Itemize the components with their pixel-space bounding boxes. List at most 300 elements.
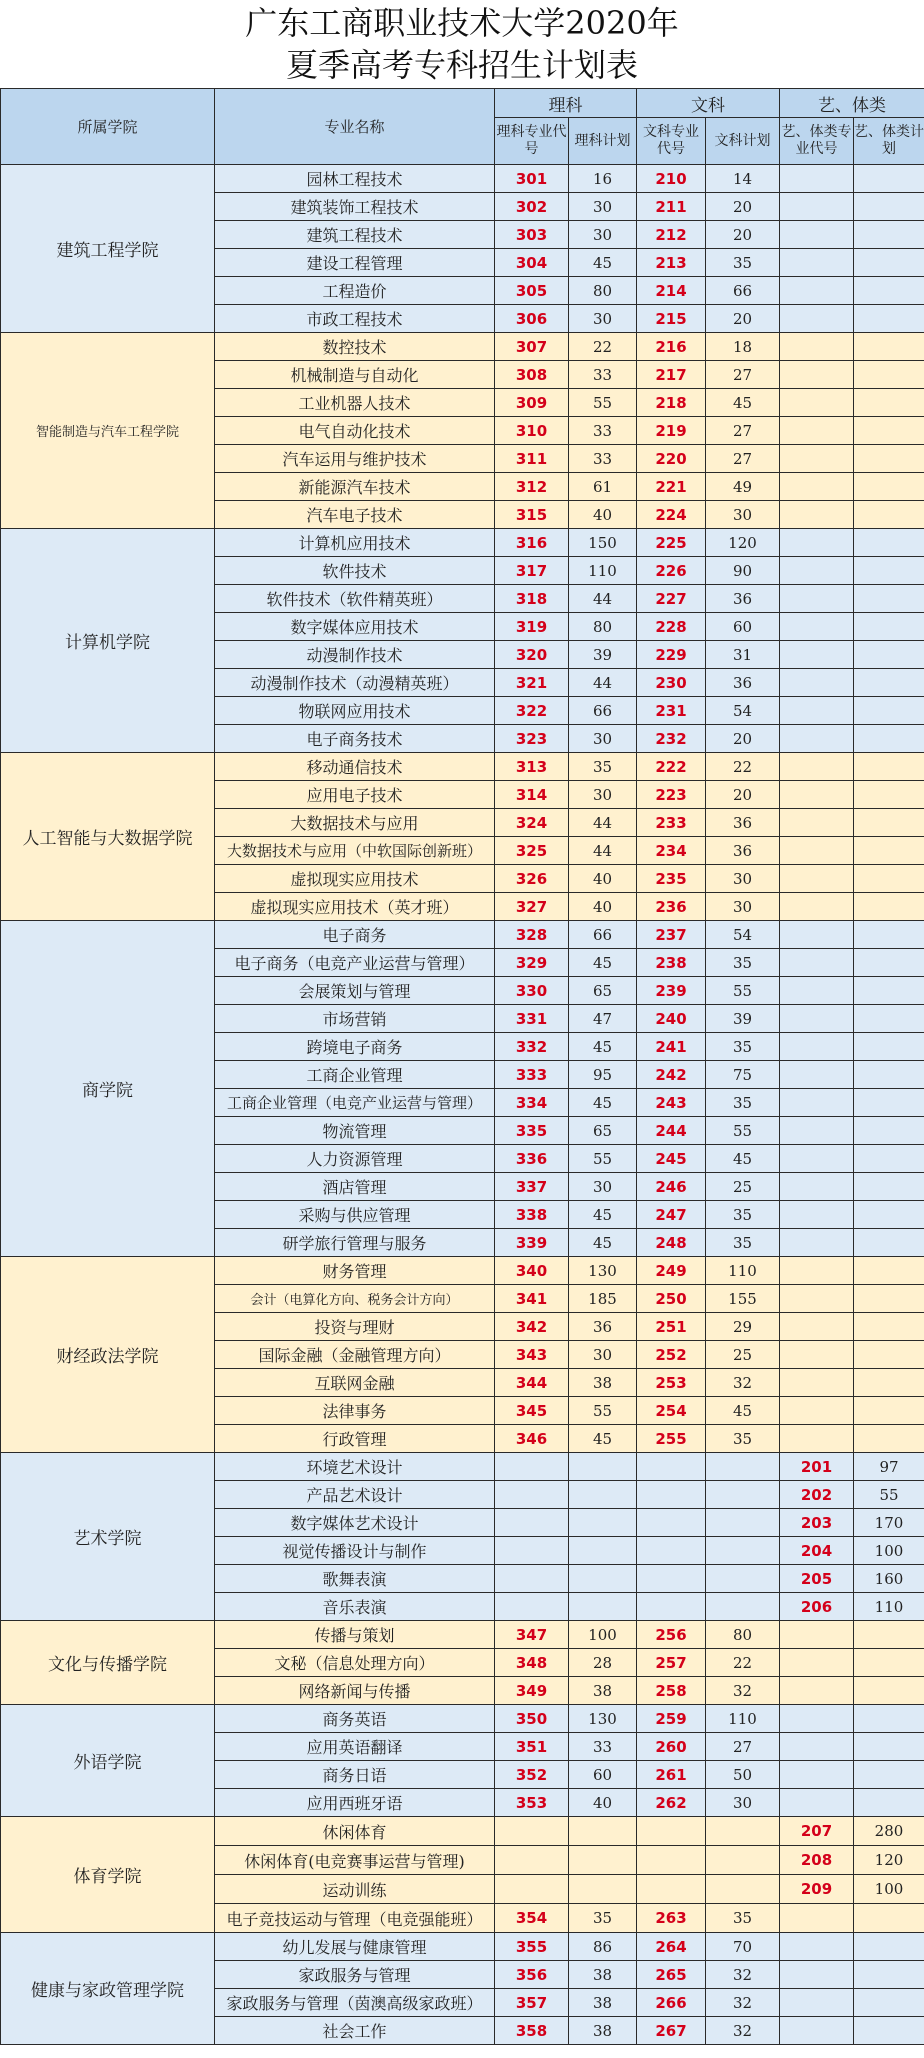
science-code-cell: 332	[495, 1033, 569, 1061]
art-code-cell: 206	[780, 1593, 854, 1621]
science-plan-cell: 40	[569, 865, 637, 893]
major-cell: 数字媒体艺术设计	[215, 1509, 495, 1537]
art-plan-cell	[854, 1313, 924, 1341]
arts-plan-cell: 35	[706, 1201, 780, 1229]
science-code-cell: 312	[495, 473, 569, 501]
art-plan-cell: 110	[854, 1593, 924, 1621]
arts-code-cell: 226	[637, 557, 706, 585]
science-plan-cell: 33	[569, 445, 637, 473]
art-plan-cell	[854, 389, 924, 417]
science-plan-cell: 44	[569, 809, 637, 837]
major-cell: 市政工程技术	[215, 305, 495, 333]
art-code-cell	[780, 1677, 854, 1705]
art-plan-cell	[854, 585, 924, 613]
science-plan-cell	[569, 1481, 637, 1509]
college-cell: 财经政法学院	[1, 1257, 215, 1453]
science-plan-cell: 66	[569, 697, 637, 725]
arts-plan-cell: 32	[706, 1369, 780, 1397]
art-code-cell	[780, 1789, 854, 1817]
science-code-cell: 310	[495, 417, 569, 445]
arts-plan-cell: 27	[706, 417, 780, 445]
science-code-cell	[495, 1537, 569, 1565]
art-plan-cell	[854, 1789, 924, 1817]
major-cell: 采购与供应管理	[215, 1201, 495, 1229]
art-code-cell	[780, 781, 854, 809]
arts-plan-cell: 45	[706, 1397, 780, 1425]
science-plan-cell: 44	[569, 585, 637, 613]
science-plan-cell	[569, 1537, 637, 1565]
arts-plan-cell: 31	[706, 641, 780, 669]
arts-code-cell: 217	[637, 361, 706, 389]
science-code-cell: 321	[495, 669, 569, 697]
major-cell: 汽车电子技术	[215, 501, 495, 529]
table-row	[1, 1817, 924, 1846]
art-plan-cell	[854, 333, 924, 361]
arts-code-cell: 240	[637, 1005, 706, 1033]
art-code-cell	[780, 389, 854, 417]
major-cell: 电气自动化技术	[215, 417, 495, 445]
science-code-cell: 327	[495, 893, 569, 921]
science-plan-cell: 95	[569, 1061, 637, 1089]
science-plan-cell: 65	[569, 1117, 637, 1145]
science-code-cell	[495, 1593, 569, 1621]
science-plan-cell: 45	[569, 1033, 637, 1061]
major-cell: 工商企业管理（电竞产业运营与管理）	[215, 1089, 495, 1117]
science-code-cell: 301	[495, 165, 569, 193]
art-code-cell	[780, 1904, 854, 1933]
table-row	[1, 1705, 924, 1733]
major-cell: 应用西班牙语	[215, 1789, 495, 1817]
art-code-cell	[780, 669, 854, 697]
art-plan-cell	[854, 809, 924, 837]
science-plan-cell: 61	[569, 473, 637, 501]
major-cell: 音乐表演	[215, 1593, 495, 1621]
major-cell: 国际金融（金融管理方向）	[215, 1341, 495, 1369]
art-plan-cell	[854, 1425, 924, 1453]
art-plan-cell	[854, 1904, 924, 1933]
art-code-cell	[780, 1117, 854, 1145]
arts-plan-cell: 80	[706, 1621, 780, 1649]
art-code-cell	[780, 249, 854, 277]
major-cell: 动漫制作技术	[215, 641, 495, 669]
arts-plan-cell: 27	[706, 1733, 780, 1761]
science-plan-cell	[569, 1453, 637, 1481]
table-row	[1, 1453, 924, 1481]
arts-code-cell: 219	[637, 417, 706, 445]
science-plan-cell: 30	[569, 725, 637, 753]
science-code-cell: 357	[495, 1989, 569, 2017]
art-plan-cell	[854, 1933, 924, 1961]
arts-code-cell: 258	[637, 1677, 706, 1705]
art-code-cell	[780, 1313, 854, 1341]
arts-plan-cell: 18	[706, 333, 780, 361]
arts-code-cell: 214	[637, 277, 706, 305]
art-code-cell	[780, 1761, 854, 1789]
science-plan-cell: 30	[569, 193, 637, 221]
art-plan-cell	[854, 1201, 924, 1229]
science-plan-cell: 47	[569, 1005, 637, 1033]
science-code-cell: 322	[495, 697, 569, 725]
arts-code-cell: 213	[637, 249, 706, 277]
art-code-cell	[780, 1733, 854, 1761]
major-cell: 电子商务（电竞产业运营与管理）	[215, 949, 495, 977]
art-plan-cell	[854, 753, 924, 781]
arts-plan-cell: 120	[706, 529, 780, 557]
college-cell: 艺术学院	[1, 1453, 215, 1621]
science-plan-cell: 33	[569, 1733, 637, 1761]
science-code-cell	[495, 1817, 569, 1846]
art-code-cell	[780, 1961, 854, 1989]
science-code-cell: 342	[495, 1313, 569, 1341]
science-plan-cell: 30	[569, 221, 637, 249]
arts-code-cell	[637, 1509, 706, 1537]
header-science-plan: 理科计划	[569, 118, 637, 165]
arts-plan-cell: 32	[706, 1989, 780, 2017]
science-plan-cell: 130	[569, 1705, 637, 1733]
art-plan-cell	[854, 837, 924, 865]
science-plan-cell: 16	[569, 165, 637, 193]
arts-code-cell: 230	[637, 669, 706, 697]
arts-code-cell: 266	[637, 1989, 706, 2017]
art-plan-cell	[854, 473, 924, 501]
science-plan-cell	[569, 1565, 637, 1593]
science-plan-cell: 36	[569, 1313, 637, 1341]
major-cell: 大数据技术与应用（中软国际创新班）	[215, 837, 495, 865]
arts-plan-cell: 27	[706, 445, 780, 473]
science-plan-cell	[569, 1846, 637, 1875]
art-code-cell	[780, 893, 854, 921]
art-code-cell	[780, 1145, 854, 1173]
art-code-cell	[780, 1649, 854, 1677]
major-cell: 应用英语翻译	[215, 1733, 495, 1761]
arts-plan-cell	[706, 1453, 780, 1481]
major-cell: 软件技术	[215, 557, 495, 585]
art-code-cell	[780, 221, 854, 249]
arts-plan-cell: 32	[706, 1677, 780, 1705]
arts-code-cell: 261	[637, 1761, 706, 1789]
art-code-cell	[780, 1425, 854, 1453]
science-code-cell: 319	[495, 613, 569, 641]
major-cell: 环境艺术设计	[215, 1453, 495, 1481]
major-cell: 传播与策划	[215, 1621, 495, 1649]
science-plan-cell: 86	[569, 1933, 637, 1961]
arts-code-cell: 216	[637, 333, 706, 361]
science-plan-cell: 150	[569, 529, 637, 557]
arts-plan-cell: 110	[706, 1705, 780, 1733]
science-plan-cell: 55	[569, 389, 637, 417]
document-title	[0, 0, 924, 88]
art-plan-cell	[854, 193, 924, 221]
art-code-cell: 208	[780, 1846, 854, 1875]
arts-code-cell: 265	[637, 1961, 706, 1989]
art-plan-cell	[854, 1033, 924, 1061]
science-plan-cell: 40	[569, 1789, 637, 1817]
art-code-cell	[780, 277, 854, 305]
arts-plan-cell: 55	[706, 1117, 780, 1145]
art-code-cell	[780, 2017, 854, 2045]
art-plan-cell	[854, 1005, 924, 1033]
art-plan-cell	[854, 1145, 924, 1173]
science-plan-cell: 35	[569, 753, 637, 781]
major-cell: 电子竞技运动与管理（电竞强能班）	[215, 1904, 495, 1933]
major-cell: 园林工程技术	[215, 165, 495, 193]
arts-plan-cell: 30	[706, 865, 780, 893]
art-plan-cell	[854, 417, 924, 445]
art-code-cell	[780, 305, 854, 333]
arts-code-cell: 256	[637, 1621, 706, 1649]
major-cell: 家政服务与管理（茵澳高级家政班）	[215, 1989, 495, 2017]
arts-plan-cell: 35	[706, 1425, 780, 1453]
major-cell: 商务英语	[215, 1705, 495, 1733]
major-cell: 行政管理	[215, 1425, 495, 1453]
science-plan-cell: 100	[569, 1621, 637, 1649]
arts-plan-cell: 35	[706, 1033, 780, 1061]
header-science-code: 理科专业代号	[495, 118, 569, 165]
header-major: 专业名称	[215, 89, 495, 165]
science-plan-cell: 65	[569, 977, 637, 1005]
science-code-cell: 313	[495, 753, 569, 781]
art-code-cell	[780, 1173, 854, 1201]
arts-plan-cell: 29	[706, 1313, 780, 1341]
arts-code-cell	[637, 1817, 706, 1846]
arts-code-cell: 243	[637, 1089, 706, 1117]
arts-plan-cell: 75	[706, 1061, 780, 1089]
major-cell: 建筑装饰工程技术	[215, 193, 495, 221]
science-plan-cell	[569, 1817, 637, 1846]
arts-code-cell: 229	[637, 641, 706, 669]
arts-plan-cell: 54	[706, 921, 780, 949]
science-plan-cell: 35	[569, 1904, 637, 1933]
art-plan-cell	[854, 305, 924, 333]
arts-code-cell: 259	[637, 1705, 706, 1733]
art-code-cell: 204	[780, 1537, 854, 1565]
arts-plan-cell: 90	[706, 557, 780, 585]
art-plan-cell	[854, 949, 924, 977]
arts-plan-cell	[706, 1481, 780, 1509]
art-plan-cell: 97	[854, 1453, 924, 1481]
science-code-cell: 348	[495, 1649, 569, 1677]
arts-plan-cell	[706, 1846, 780, 1875]
arts-code-cell: 247	[637, 1201, 706, 1229]
art-plan-cell: 160	[854, 1565, 924, 1593]
major-cell: 会展策划与管理	[215, 977, 495, 1005]
art-code-cell	[780, 837, 854, 865]
table-row	[1, 1621, 924, 1649]
arts-code-cell: 239	[637, 977, 706, 1005]
header-arts: 文科	[637, 89, 780, 118]
arts-plan-cell: 35	[706, 949, 780, 977]
science-plan-cell: 30	[569, 781, 637, 809]
science-plan-cell: 30	[569, 1173, 637, 1201]
science-code-cell: 340	[495, 1257, 569, 1285]
arts-code-cell: 211	[637, 193, 706, 221]
art-code-cell	[780, 1341, 854, 1369]
art-code-cell	[780, 557, 854, 585]
science-plan-cell: 45	[569, 1089, 637, 1117]
science-code-cell: 315	[495, 501, 569, 529]
major-cell: 电子商务	[215, 921, 495, 949]
major-cell: 应用电子技术	[215, 781, 495, 809]
art-plan-cell	[854, 977, 924, 1005]
college-cell: 人工智能与大数据学院	[1, 753, 215, 921]
arts-plan-cell: 20	[706, 193, 780, 221]
major-cell: 财务管理	[215, 1257, 495, 1285]
arts-code-cell: 210	[637, 165, 706, 193]
science-plan-cell: 80	[569, 277, 637, 305]
college-cell: 计算机学院	[1, 529, 215, 753]
art-plan-cell	[854, 1173, 924, 1201]
arts-plan-cell	[706, 1817, 780, 1846]
header-science: 理科	[495, 89, 637, 118]
science-plan-cell: 80	[569, 613, 637, 641]
arts-code-cell: 221	[637, 473, 706, 501]
arts-code-cell	[637, 1846, 706, 1875]
major-cell: 电子商务技术	[215, 725, 495, 753]
arts-plan-cell	[706, 1593, 780, 1621]
science-plan-cell: 40	[569, 501, 637, 529]
arts-code-cell: 251	[637, 1313, 706, 1341]
arts-plan-cell: 45	[706, 389, 780, 417]
arts-code-cell: 262	[637, 1789, 706, 1817]
science-code-cell: 316	[495, 529, 569, 557]
science-code-cell: 303	[495, 221, 569, 249]
arts-code-cell: 238	[637, 949, 706, 977]
science-plan-cell: 45	[569, 1201, 637, 1229]
science-plan-cell	[569, 1593, 637, 1621]
science-plan-cell: 55	[569, 1397, 637, 1425]
art-plan-cell	[854, 2017, 924, 2045]
arts-plan-cell: 32	[706, 2017, 780, 2045]
arts-plan-cell: 20	[706, 221, 780, 249]
arts-code-cell	[637, 1593, 706, 1621]
arts-code-cell: 225	[637, 529, 706, 557]
arts-plan-cell: 20	[706, 781, 780, 809]
art-code-cell	[780, 1369, 854, 1397]
major-cell: 移动通信技术	[215, 753, 495, 781]
college-cell: 体育学院	[1, 1817, 215, 1933]
art-code-cell	[780, 1229, 854, 1257]
arts-code-cell: 236	[637, 893, 706, 921]
major-cell: 物联网应用技术	[215, 697, 495, 725]
art-code-cell	[780, 1705, 854, 1733]
arts-code-cell: 254	[637, 1397, 706, 1425]
arts-plan-cell: 54	[706, 697, 780, 725]
major-cell: 虚拟现实应用技术	[215, 865, 495, 893]
art-code-cell	[780, 949, 854, 977]
arts-code-cell: 244	[637, 1117, 706, 1145]
art-plan-cell	[854, 1117, 924, 1145]
science-code-cell: 354	[495, 1904, 569, 1933]
art-code-cell	[780, 193, 854, 221]
art-code-cell	[780, 1621, 854, 1649]
art-plan-cell	[854, 249, 924, 277]
art-plan-cell	[854, 1229, 924, 1257]
arts-code-cell: 228	[637, 613, 706, 641]
arts-code-cell: 257	[637, 1649, 706, 1677]
science-plan-cell: 33	[569, 417, 637, 445]
header-art-sports: 艺、体类	[780, 89, 924, 118]
arts-code-cell	[637, 1453, 706, 1481]
college-cell: 外语学院	[1, 1705, 215, 1817]
art-code-cell	[780, 1061, 854, 1089]
major-cell: 工程造价	[215, 277, 495, 305]
arts-code-cell: 235	[637, 865, 706, 893]
science-plan-cell: 38	[569, 1677, 637, 1705]
art-code-cell	[780, 445, 854, 473]
science-code-cell: 309	[495, 389, 569, 417]
art-plan-cell	[854, 1621, 924, 1649]
arts-plan-cell	[706, 1875, 780, 1904]
arts-plan-cell: 25	[706, 1173, 780, 1201]
arts-plan-cell: 36	[706, 809, 780, 837]
major-cell: 汽车运用与维护技术	[215, 445, 495, 473]
major-cell: 研学旅行管理与服务	[215, 1229, 495, 1257]
art-code-cell	[780, 1933, 854, 1961]
science-code-cell: 350	[495, 1705, 569, 1733]
arts-plan-cell: 14	[706, 165, 780, 193]
arts-plan-cell	[706, 1537, 780, 1565]
arts-code-cell: 255	[637, 1425, 706, 1453]
arts-plan-cell: 36	[706, 837, 780, 865]
art-plan-cell: 55	[854, 1481, 924, 1509]
art-code-cell: 205	[780, 1565, 854, 1593]
art-plan-cell	[854, 697, 924, 725]
science-code-cell	[495, 1565, 569, 1593]
arts-plan-cell: 60	[706, 613, 780, 641]
art-plan-cell	[854, 1677, 924, 1705]
arts-code-cell: 267	[637, 2017, 706, 2045]
science-code-cell: 353	[495, 1789, 569, 1817]
college-cell: 建筑工程学院	[1, 165, 215, 333]
major-cell: 市场营销	[215, 1005, 495, 1033]
arts-code-cell: 227	[637, 585, 706, 613]
header-art-plan: 艺、体类计划	[854, 118, 924, 165]
header-college: 所属学院	[1, 89, 215, 165]
science-code-cell: 336	[495, 1145, 569, 1173]
science-code-cell	[495, 1453, 569, 1481]
art-code-cell	[780, 1005, 854, 1033]
table-row	[1, 165, 924, 193]
science-plan-cell: 38	[569, 1989, 637, 2017]
arts-code-cell: 242	[637, 1061, 706, 1089]
art-plan-cell	[854, 165, 924, 193]
major-cell: 工商企业管理	[215, 1061, 495, 1089]
science-plan-cell: 110	[569, 557, 637, 585]
science-code-cell: 346	[495, 1425, 569, 1453]
science-plan-cell: 45	[569, 949, 637, 977]
science-code-cell: 317	[495, 557, 569, 585]
art-code-cell	[780, 1989, 854, 2017]
science-code-cell: 352	[495, 1761, 569, 1789]
science-plan-cell: 66	[569, 921, 637, 949]
header-art-code: 艺、体类专业代号	[780, 118, 854, 165]
art-code-cell	[780, 977, 854, 1005]
arts-code-cell: 248	[637, 1229, 706, 1257]
table-row	[1, 1257, 924, 1285]
science-code-cell: 318	[495, 585, 569, 613]
arts-plan-cell: 35	[706, 1904, 780, 1933]
art-plan-cell	[854, 893, 924, 921]
art-plan-cell	[854, 865, 924, 893]
title-line-2: 夏季高考专科招生计划表	[285, 46, 638, 84]
art-code-cell	[780, 501, 854, 529]
header-arts-plan: 文科计划	[706, 118, 780, 165]
table-row	[1, 921, 924, 949]
science-plan-cell: 38	[569, 2017, 637, 2045]
major-cell: 商务日语	[215, 1761, 495, 1789]
college-cell: 文化与传播学院	[1, 1621, 215, 1705]
major-cell: 新能源汽车技术	[215, 473, 495, 501]
